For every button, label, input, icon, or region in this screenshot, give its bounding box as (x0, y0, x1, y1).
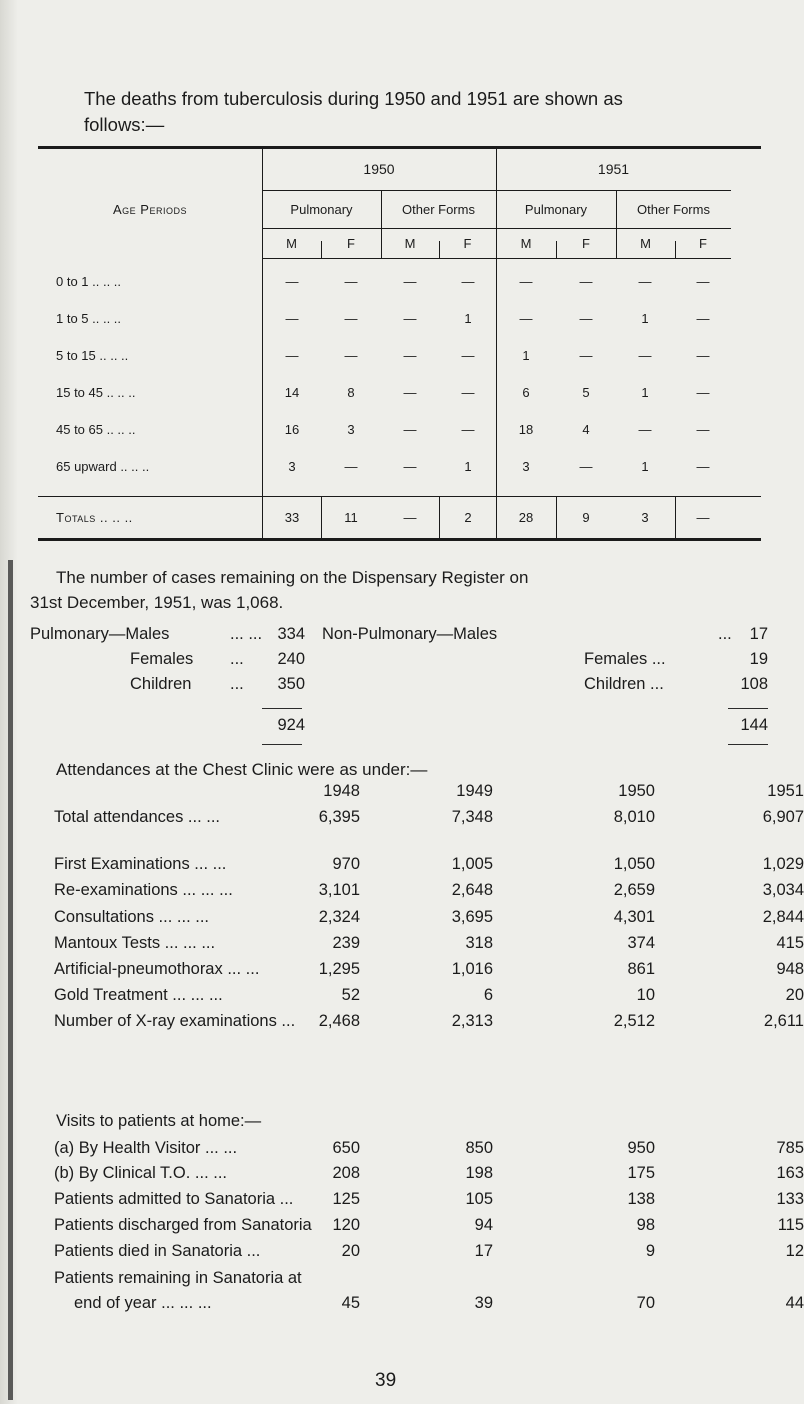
leader-dots: ... ... (230, 625, 263, 643)
attendance-value: 98 (636, 1216, 655, 1234)
attendance-value: 6,907 (762, 808, 804, 826)
year-header: 1951 (767, 782, 804, 800)
attendance-label: First Examinations ... ... (54, 855, 227, 873)
attendance-row (54, 1012, 804, 1036)
attendance-label: Patients admitted to Sanatoria ... (54, 1190, 294, 1208)
attendance-row (54, 1190, 804, 1214)
attendance-value: 39 (474, 1294, 493, 1312)
table-cell: 3 (522, 459, 530, 474)
sum-rule (262, 708, 302, 709)
table-cell: — (519, 311, 533, 326)
table-row (38, 348, 761, 370)
sum-rule (262, 744, 302, 745)
attendance-value: 1,016 (451, 960, 493, 978)
pulmonary-males-value: 334 (277, 625, 305, 643)
table-cell: — (344, 311, 358, 326)
remaining-row (54, 1294, 804, 1318)
table-cell: 2 (464, 510, 472, 525)
sex-header: F (582, 236, 590, 251)
table-cell: — (403, 348, 417, 363)
attendance-value: 6 (483, 986, 493, 1004)
table-top-rule (38, 146, 761, 149)
attendance-value: 2,313 (451, 1012, 493, 1030)
attendance-value: 2,468 (318, 1012, 360, 1030)
binding-mark (8, 560, 13, 1400)
table-cell: — (285, 311, 299, 326)
totals-row (38, 510, 761, 532)
attendance-value: 20 (785, 986, 804, 1004)
attendance-label: (b) By Clinical T.O. ... ... (54, 1164, 227, 1182)
table-row (38, 274, 761, 296)
register-line-1: The number of cases remaining on the Dispensary Register on (56, 568, 529, 587)
year-header: 1950 (618, 782, 655, 800)
attendance-value: 52 (341, 986, 360, 1004)
attendance-label: (a) By Health Visitor ... ... (54, 1139, 238, 1157)
age-period-label: 1 to 5 .. .. .. (56, 311, 122, 326)
pulmonary-children-label: Children (130, 675, 192, 693)
sex-header: M (286, 236, 297, 251)
non-pulmonary-females-value: 19 (749, 650, 768, 668)
table-cell: — (579, 274, 593, 289)
table-cell: — (579, 348, 593, 363)
attendance-value: 970 (332, 855, 360, 873)
table-cell: — (696, 274, 710, 289)
remaining-label-line-1: Patients remaining in Sanatoria at (54, 1269, 302, 1287)
attendance-value: 125 (332, 1190, 360, 1208)
table-cell: — (403, 385, 417, 400)
table-cell: 1 (464, 311, 472, 326)
table-bottom-rule (38, 538, 761, 541)
attendance-row (54, 960, 804, 984)
attendance-value: 17 (474, 1242, 493, 1260)
attendance-value: 415 (776, 934, 804, 952)
year-1950-header: 1950 (363, 161, 395, 177)
attendance-value: 3,101 (318, 881, 360, 899)
pulmonary-females-value: 240 (277, 650, 305, 668)
attendance-label: Number of X-ray examinations ... (54, 1012, 296, 1030)
table-row (38, 422, 761, 444)
sex-header: M (520, 236, 532, 251)
visits-heading: Visits to patients at home:— (56, 1112, 262, 1130)
attendance-value: 120 (332, 1216, 360, 1234)
leader-dots: ... (230, 675, 244, 693)
attendance-value: 70 (636, 1294, 655, 1312)
group-pulmonary-1950: Pulmonary (290, 202, 353, 217)
table-cell: 1 (522, 348, 530, 363)
sex-header: F (463, 236, 472, 251)
table-cell: — (403, 274, 417, 289)
attendance-value: 4,301 (613, 908, 655, 926)
table-cell: — (696, 422, 710, 437)
table-cell: — (579, 311, 593, 326)
table-cell: — (285, 348, 299, 363)
attendance-value: 2,611 (763, 1012, 804, 1030)
table-cell: 6 (522, 385, 530, 400)
attendance-label: Consultations ... ... ... (54, 908, 209, 926)
table-cell: — (344, 348, 358, 363)
attendance-value: 950 (627, 1139, 655, 1157)
attendance-value: 9 (645, 1242, 655, 1260)
non-pulmonary-children-label: Children ... (584, 675, 664, 693)
table-cell: 18 (518, 422, 534, 437)
table-row (38, 459, 761, 481)
attendance-row (54, 1164, 804, 1188)
attendance-value: 8,010 (613, 808, 655, 826)
attendance-years-header (54, 782, 804, 806)
table-cell: 16 (284, 422, 300, 437)
attendance-value: 785 (776, 1139, 804, 1157)
attendance-value: 948 (776, 960, 804, 978)
table-cell: 1 (641, 459, 649, 474)
attendance-row (54, 881, 804, 905)
attendance-value: 198 (465, 1164, 493, 1182)
attendance-value: 3,034 (762, 881, 804, 899)
age-periods-header: Age Periods (113, 202, 187, 217)
table-cell: — (403, 311, 417, 326)
attendance-value: 2,324 (318, 908, 360, 926)
age-period-label: 65 upward .. .. .. (56, 459, 150, 474)
attendance-value: 44 (785, 1294, 804, 1312)
attendance-value: 12 (785, 1242, 804, 1260)
table-cell: — (696, 385, 710, 400)
sum-rule (728, 708, 768, 709)
attendance-value: 105 (465, 1190, 493, 1208)
table-cell: 3 (347, 422, 355, 437)
attendance-row (54, 1242, 804, 1266)
table-cell: 14 (284, 385, 300, 400)
intro-paragraph (84, 86, 764, 138)
table-cell: 1 (641, 311, 649, 326)
table-cell: — (638, 348, 652, 363)
table-cell: 28 (518, 510, 534, 525)
table-row (38, 311, 761, 333)
table-cell: 4 (582, 422, 590, 437)
attendance-value: 115 (777, 1216, 804, 1234)
table-cell: 9 (582, 510, 590, 525)
attendance-value: 6,395 (318, 808, 360, 826)
table-cell: — (403, 459, 417, 474)
attendance-row (54, 1139, 804, 1163)
attendance-row (54, 934, 804, 958)
age-period-label: 45 to 65 .. .. .. (56, 422, 136, 437)
table-cell: — (461, 385, 475, 400)
page-number: 39 (375, 1370, 397, 1391)
intro-line-1: The deaths from tuberculosis during 1950 and 1951 are shown as (84, 88, 623, 109)
attendance-label: Mantoux Tests ... ... ... (54, 934, 216, 952)
group-other-forms-1950: Other Forms (402, 202, 475, 217)
table-cell: — (461, 422, 475, 437)
pulmonary-females-label: Females (130, 650, 194, 668)
group-pulmonary-1951: Pulmonary (524, 202, 588, 217)
attendance-value: 2,659 (613, 881, 655, 899)
sum-rule (728, 744, 768, 745)
non-pulmonary-children-value: 108 (740, 675, 768, 693)
attendance-value: 208 (332, 1164, 360, 1182)
table-cell: — (696, 311, 710, 326)
non-pulmonary-females-label: Females ... (584, 650, 666, 668)
table-cell: 1 (464, 459, 472, 474)
attendance-value: 861 (627, 960, 655, 978)
attendance-row (54, 808, 804, 832)
table-cell: 1 (641, 385, 649, 400)
table-cell: 3 (288, 459, 296, 474)
intro-line-2: follows:— (84, 114, 165, 135)
table-cell: — (344, 459, 358, 474)
table-cell: 8 (347, 385, 355, 400)
sex-header: M (640, 236, 651, 251)
attendance-value: 3,695 (451, 908, 493, 926)
non-pulmonary-males-value: 17 (749, 625, 768, 643)
attendance-label: Artificial-pneumothorax ... ... (54, 960, 260, 978)
attendance-value: 94 (474, 1216, 493, 1234)
attendance-value: 45 (341, 1294, 360, 1312)
table-row (38, 385, 761, 407)
attendance-row (54, 855, 804, 879)
sex-header: F (699, 236, 707, 251)
attendance-value: 239 (332, 934, 360, 952)
attendance-value: 650 (332, 1139, 360, 1157)
register-line-2: 31st December, 1951, was 1,068. (30, 593, 284, 612)
attendance-value: 850 (465, 1139, 493, 1157)
attendance-value: 2,648 (451, 881, 493, 899)
attendance-value: 1,005 (451, 855, 493, 873)
year-header: 1948 (323, 782, 360, 800)
attendance-value: 175 (627, 1164, 655, 1182)
attendance-value: 163 (776, 1164, 804, 1182)
attendance-label: Re-examinations ... ... ... (54, 881, 233, 899)
attendance-value: 20 (341, 1242, 360, 1260)
attendance-value: 2,512 (613, 1012, 655, 1030)
leader-dots: ... (230, 650, 244, 668)
table-cell: — (285, 274, 299, 289)
totals-label: Totals .. .. .. (56, 510, 133, 525)
table-cell: — (519, 274, 533, 289)
table-cell: — (403, 422, 417, 437)
attendance-value: 1,029 (762, 855, 804, 873)
pulmonary-children-value: 350 (277, 675, 305, 693)
non-pulmonary-total-value: 144 (740, 716, 768, 734)
table-cell: 33 (284, 510, 300, 525)
remaining-label-line-2: end of year ... ... ... (74, 1294, 212, 1312)
age-period-label: 15 to 45 .. .. .. (56, 385, 136, 400)
attendance-value: 2,844 (762, 908, 804, 926)
table-cell: 3 (641, 510, 649, 525)
attendance-label: Patients discharged from Sanatoria (54, 1216, 312, 1234)
attendance-value: 133 (776, 1190, 804, 1208)
table-cell: — (696, 348, 710, 363)
attendance-value: 10 (636, 986, 655, 1004)
attendance-label: Patients died in Sanatoria ... (54, 1242, 261, 1260)
attendance-value: 1,295 (318, 960, 360, 978)
attendances-heading: Attendances at the Chest Clinic were as under:— (56, 760, 428, 779)
table-cell: 11 (344, 510, 358, 525)
table-cell: 5 (582, 385, 590, 400)
attendance-value: 138 (627, 1190, 655, 1208)
attendance-value: 318 (465, 934, 493, 952)
sex-header: M (404, 236, 416, 251)
table-cell: — (461, 348, 475, 363)
table-cell: — (638, 274, 652, 289)
table-cell: — (461, 274, 475, 289)
leader-dots: ... (718, 625, 732, 643)
attendance-value: 374 (627, 934, 655, 952)
table-cell: — (638, 422, 652, 437)
attendance-row (54, 1216, 804, 1240)
attendance-value: 1,050 (613, 855, 655, 873)
group-other-forms-1951: Other Forms (637, 202, 710, 217)
table-cell: — (579, 459, 593, 474)
pulmonary-males-label: Pulmonary—Males (30, 625, 170, 643)
sex-header: F (347, 236, 355, 251)
year-1951-header: 1951 (597, 161, 630, 177)
attendance-value: 7,348 (451, 808, 493, 826)
table-cell: — (344, 274, 358, 289)
attendance-label: Total attendances ... ... (54, 808, 221, 826)
age-period-label: 0 to 1 .. .. .. (56, 274, 122, 289)
attendance-row (54, 986, 804, 1010)
table-cell: — (403, 510, 417, 525)
age-period-label: 5 to 15 .. .. .. (56, 348, 129, 363)
attendance-row (54, 908, 804, 932)
pulmonary-total-value: 924 (277, 716, 305, 734)
attendance-label: Gold Treatment ... ... ... (54, 986, 223, 1004)
non-pulmonary-males-label: Non-Pulmonary—Males (322, 625, 498, 643)
table-cell: — (696, 459, 710, 474)
deaths-table (38, 146, 761, 541)
year-header: 1949 (456, 782, 493, 800)
table-cell: — (696, 510, 710, 525)
